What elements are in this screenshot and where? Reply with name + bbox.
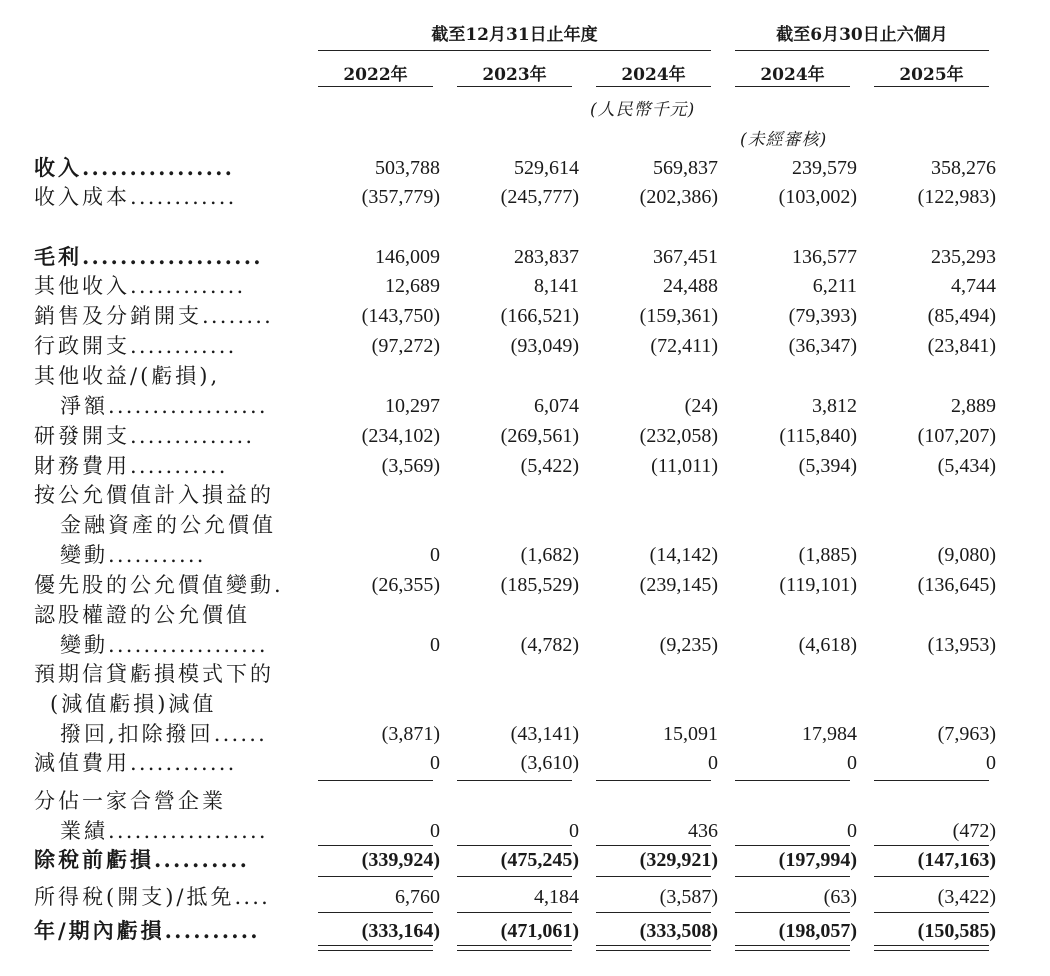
value-2025-h1: 235,293 [931,246,996,268]
value-2024-h1: (198,057) [778,920,857,942]
value-2024-h1: (1,885) [798,544,857,566]
value-2024: (329,921) [639,849,718,871]
value-2024: 0 [708,752,718,774]
value-2025-h1: (107,207) [917,425,996,447]
row-label: 收入................ [34,155,235,180]
row-jv-share-label [0,786,1050,816]
row-warrants-fv-change [0,630,1050,660]
row-label: 行政開支............ [34,334,237,358]
total-rule [318,845,433,846]
double-rule [735,945,850,951]
total-rule [596,845,711,846]
value-2025-h1: (9,080) [937,544,996,566]
value-2025-h1: (3,422) [937,886,996,908]
value-2025-h1: (13,953) [927,634,996,656]
value-2024: (333,508) [639,920,718,942]
value-2025-h1: (136,645) [917,574,996,596]
row-label: (減值虧損)減值 [50,692,217,716]
double-rule [318,945,433,951]
row-label: 財務費用........... [34,454,228,478]
value-2024: (239,145) [639,574,718,596]
year-header-2024-h1: 2024年 [760,65,825,85]
value-2024: (3,587) [659,886,718,908]
tax-rule [457,912,572,913]
value-2025-h1: (472) [952,820,996,842]
value-2022: (357,779) [361,186,440,208]
value-2023: (245,777) [500,186,579,208]
value-2023: 283,837 [514,246,579,268]
value-2024-h1: (36,347) [788,335,857,357]
value-2023: 0 [569,820,579,842]
year-header-2022: 2022年 [343,65,408,85]
value-2024-h1: 17,984 [802,723,857,745]
total-rule [457,845,572,846]
row-label: 撥回,扣除撥回...... [60,722,267,746]
value-2025-h1: (85,494) [927,305,996,327]
value-2022: 146,009 [375,246,440,268]
value-2023: 8,141 [534,275,579,297]
value-2022: (234,102) [361,425,440,447]
value-2024-h1: 6,211 [812,275,857,297]
subtotal-rule [318,780,433,781]
subtotal-rule [735,780,850,781]
value-2023: (185,529) [500,574,579,596]
unaudited-note: (未經審核) [740,130,828,150]
row-label: 除稅前虧損.......... [34,847,250,872]
value-2025-h1: (5,434) [937,455,996,477]
value-2022: (339,924) [361,849,440,871]
value-2024: 569,837 [653,157,718,179]
row-label: 按公允價值計入損益的 [34,483,274,507]
value-2023: (5,422) [520,455,579,477]
header-six-month-rule [735,50,989,51]
subtotal-rule [874,780,989,781]
value-2024-h1: 136,577 [792,246,857,268]
total-rule [735,876,850,877]
value-2025-h1: (122,983) [917,186,996,208]
value-2024-h1: (197,994) [778,849,857,871]
row-fvtpl-change [0,540,1050,570]
value-2023: (93,049) [510,335,579,357]
row-administrative-expenses [0,331,1050,361]
row-label: 預期信貸虧損模式下的 [34,662,274,686]
row-label: 淨額.................. [60,394,268,418]
header-six-month-period: 截至6月30日止六個月 [776,25,948,45]
value-2024-h1: (119,101) [779,574,857,596]
row-label: 減值費用............ [34,751,237,775]
row-impairment-charges [0,748,1050,778]
row-cost-of-revenue [0,182,1050,212]
total-rule [735,845,850,846]
year-rule-2024-h1 [735,86,850,87]
value-2023: (269,561) [500,425,579,447]
row-label: 收入成本............ [34,185,237,209]
value-2024-h1: (5,394) [798,455,857,477]
row-label: 業績.................. [60,819,268,843]
row-selling-distribution-expenses [0,301,1050,331]
value-2025-h1: (23,841) [927,335,996,357]
value-2024-h1: (79,393) [788,305,857,327]
value-2025-h1: 358,276 [931,157,996,179]
tax-rule [874,912,989,913]
value-2025-h1: (7,963) [937,723,996,745]
row-label: 所得稅(開支)/抵免.... [34,885,270,909]
value-2022: (333,164) [361,920,440,942]
value-2022: 503,788 [375,157,440,179]
value-2022: (97,272) [371,335,440,357]
value-2022: 0 [430,634,440,656]
unit-note: (人民幣千元) [590,100,696,120]
value-2023: 6,074 [534,395,579,417]
value-2023: 4,184 [534,886,579,908]
row-ecl-reversal [0,719,1050,749]
year-header-2024: 2024年 [621,65,686,85]
row-fvtpl-label-1 [0,480,1050,510]
value-2022: 0 [430,752,440,774]
year-header-2025-h1: 2025年 [899,65,964,85]
row-income-tax [0,882,1050,912]
value-2022: (3,569) [381,455,440,477]
row-label: 銷售及分銷開支........ [34,304,274,328]
row-label: 毛利................... [34,244,263,269]
value-2024-h1: 3,812 [812,395,857,417]
value-2023: (43,141) [510,723,579,745]
row-label: 年/期內虧損.......... [34,918,260,943]
header-annual-rule [318,50,711,51]
subtotal-rule [596,780,711,781]
row-label: 分佔一家合營企業 [34,789,226,813]
row-warrants-label [0,600,1050,630]
value-2022: 6,760 [395,886,440,908]
value-2022: (143,750) [361,305,440,327]
tax-rule [596,912,711,913]
row-label: 其他收入............. [34,274,246,298]
row-label: 變動.................. [60,633,268,657]
tax-rule [735,912,850,913]
row-revenue [0,153,1050,183]
row-other-gains-losses-label [0,361,1050,391]
value-2024: (232,058) [639,425,718,447]
year-rule-2022 [318,86,433,87]
value-2023: 529,614 [514,157,579,179]
header-annual-period: 截至12月31日止年度 [431,25,598,45]
row-ecl-label-1 [0,659,1050,689]
value-2023: (475,245) [500,849,579,871]
value-2024: (159,361) [639,305,718,327]
row-finance-costs [0,451,1050,481]
value-2023: (1,682) [520,544,579,566]
row-gross-profit [0,242,1050,272]
value-2022: (3,871) [381,723,440,745]
value-2024-h1: 0 [847,752,857,774]
value-2023: (3,610) [520,752,579,774]
total-rule [457,876,572,877]
year-rule-2025-h1 [874,86,989,87]
value-2025-h1: 4,744 [951,275,996,297]
row-label: 金融資產的公允價值 [60,513,276,537]
year-rule-2024 [596,86,711,87]
value-2024-h1: (63) [823,886,857,908]
value-2024-h1: 239,579 [792,157,857,179]
row-preferred-shares-fv-change [0,570,1050,600]
value-2022: (26,355) [371,574,440,596]
value-2023: (471,061) [500,920,579,942]
year-rule-2023 [457,86,572,87]
row-other-gains-losses-net [0,391,1050,421]
value-2024: 436 [688,820,718,842]
row-fvtpl-label-2 [0,510,1050,540]
value-2024-h1: (4,618) [798,634,857,656]
row-ecl-label-2 [0,689,1050,719]
subtotal-rule [457,780,572,781]
value-2023: (166,521) [500,305,579,327]
total-rule [596,876,711,877]
value-2022: 10,297 [385,395,440,417]
value-2024-h1: (115,840) [779,425,857,447]
value-2024: (24) [684,395,718,417]
year-header-2023: 2023年 [482,65,547,85]
double-rule [874,945,989,951]
value-2024: (72,411) [650,335,718,357]
value-2025-h1: (150,585) [917,920,996,942]
value-2024: (11,011) [651,455,718,477]
total-rule [874,876,989,877]
row-label: 研發開支.............. [34,424,255,448]
value-2024-h1: 0 [847,820,857,842]
row-label: 優先股的公允價值變動. [34,573,283,597]
value-2024: (9,235) [659,634,718,656]
value-2024: 15,091 [663,723,718,745]
total-rule [318,876,433,877]
row-loss-for-period [0,916,1050,946]
row-loss-before-tax [0,845,1050,875]
value-2022: 0 [430,544,440,566]
total-rule [874,845,989,846]
value-2024: 367,451 [653,246,718,268]
tax-rule [318,912,433,913]
value-2024: (202,386) [639,186,718,208]
value-2024: (14,142) [649,544,718,566]
value-2023: (4,782) [520,634,579,656]
double-rule [457,945,572,951]
value-2025-h1: (147,163) [917,849,996,871]
value-2022: 12,689 [385,275,440,297]
double-rule [596,945,711,951]
row-label: 認股權證的公允價值 [34,603,250,627]
row-label: 其他收益/(虧損), [34,364,221,388]
value-2025-h1: 0 [986,752,996,774]
value-2024: 24,488 [663,275,718,297]
row-jv-share-results [0,816,1050,846]
row-other-income [0,271,1050,301]
value-2025-h1: 2,889 [951,395,996,417]
row-label: 變動........... [60,543,206,567]
value-2024-h1: (103,002) [778,186,857,208]
value-2022: 0 [430,820,440,842]
row-rnd-expenses [0,421,1050,451]
